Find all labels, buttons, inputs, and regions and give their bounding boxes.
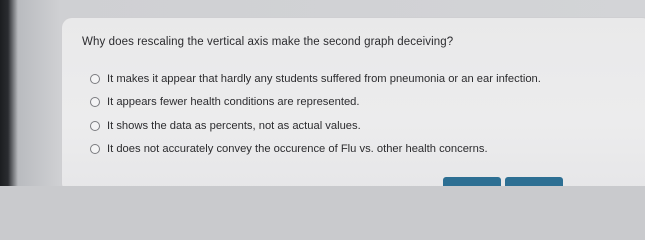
question-text: Why does rescaling the vertical axis make the second graph deceiving? (82, 36, 454, 48)
choice-option-1[interactable] (90, 67, 541, 91)
radio-button-icon[interactable] (90, 97, 100, 107)
action-button-right[interactable] (505, 177, 563, 186)
action-button-left[interactable] (443, 177, 501, 186)
choice-label: It does not accurately convey the occurence of Flu vs. other health concerns. (107, 143, 488, 156)
choice-label: It makes it appear that hardly any students suffered from pneumonia or an ear infection. (107, 72, 541, 85)
radio-button-icon[interactable] (90, 121, 100, 131)
choice-option-2[interactable] (90, 91, 541, 115)
radio-button-icon[interactable] (90, 74, 100, 84)
choice-option-4[interactable] (90, 138, 541, 162)
choice-label: It shows the data as percents, not as actual values. (107, 119, 361, 132)
radio-button-icon[interactable] (90, 144, 100, 154)
choice-option-3[interactable] (90, 114, 541, 138)
choice-label: It appears fewer health conditions are represented. (107, 96, 360, 109)
answer-choices (90, 67, 541, 161)
